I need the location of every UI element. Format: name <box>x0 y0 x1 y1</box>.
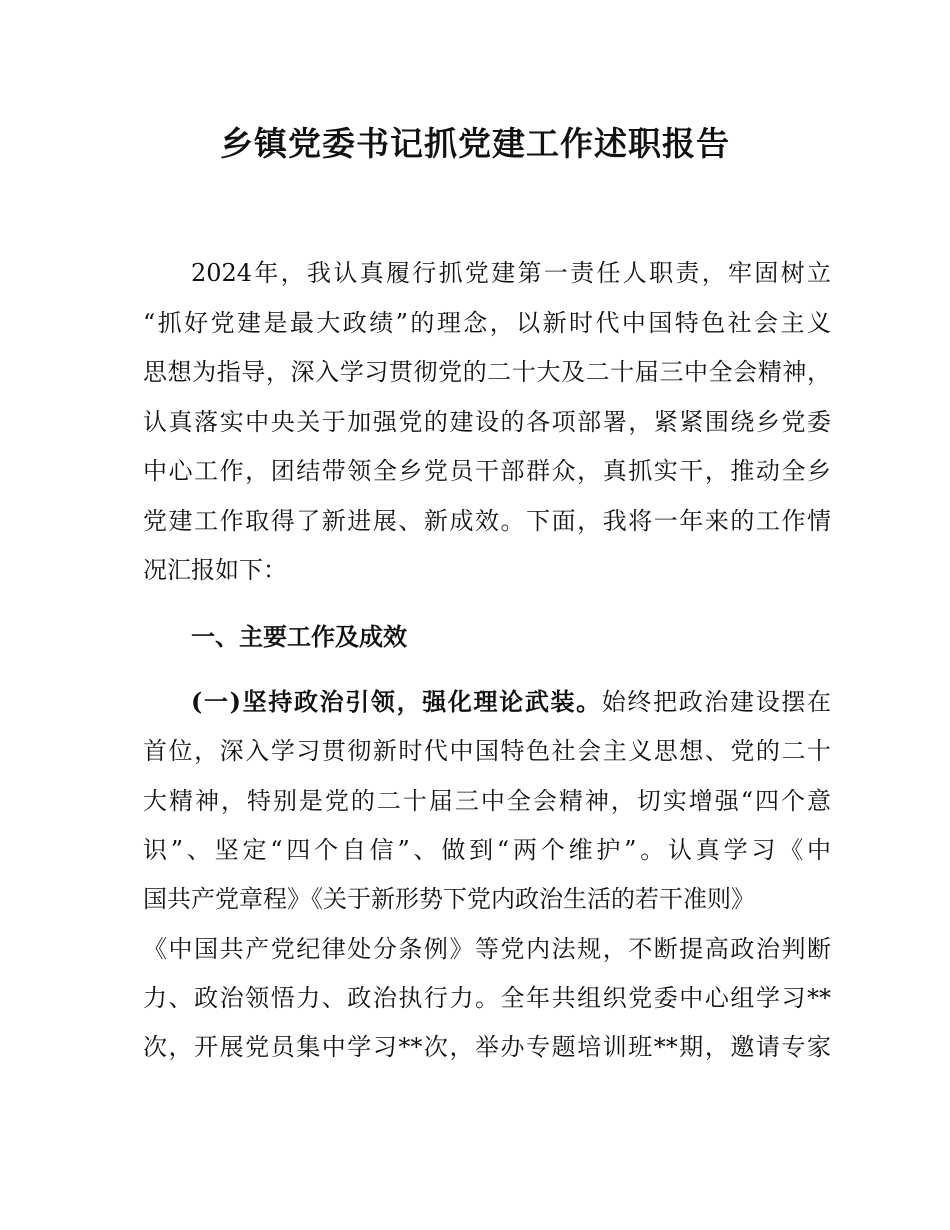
subsection-heading: (一)坚持政治引领，强化理论武装。 <box>191 687 602 716</box>
paragraph-line: 识”、坚定“四个自信”、做到“两个维护”。认真学习《中 <box>143 836 831 864</box>
paragraph-line: 况汇报如下： <box>143 556 287 584</box>
paragraph-line: 次，开展党员集中学习**次，举办专题培训班**期，邀请专家 <box>143 1033 831 1061</box>
subsection-first-line <box>191 687 831 717</box>
paragraph-line: 首位，深入学习贯彻新时代中国特色社会主义思想、党的二十 <box>143 737 831 765</box>
paragraph-text: 始终把政治建设摆在 <box>601 688 831 716</box>
paragraph-line: 大精神，特别是党的二十届三中全会精神，切实增强“四个意 <box>143 787 831 815</box>
document-title: 乡镇党委书记抓党建工作述职报告 <box>220 124 730 163</box>
paragraph-line: 思想为指导，深入学习贯彻党的二十大及二十届三中全会精神， <box>143 358 831 386</box>
paragraph-line: 认真落实中央关于加强党的建设的各项部署，紧紧围绕乡党委 <box>143 408 831 436</box>
paragraph-line: 党建工作取得了新进展、新成效。下面，我将一年来的工作情 <box>143 507 831 535</box>
paragraph-line: 国共产党章程》《关于新形势下党内政治生活的若干准则》 <box>143 885 755 913</box>
paragraph-line: 《中国共产党纪律处分条例》等党内法规，不断提高政治判断 <box>143 935 831 963</box>
section-heading: 一、主要工作及成效 <box>191 622 407 651</box>
paragraph-line: 力、政治领悟力、政治执行力。全年共组织党委中心组学习** <box>143 984 831 1012</box>
paragraph-line: “抓好党建是最大政绩”的理念，以新时代中国特色社会主义 <box>143 309 831 337</box>
paragraph-line: 中心工作，团结带领全乡党员干部群众，真抓实干，推动全乡 <box>143 457 831 485</box>
paragraph-line: 2024年，我认真履行抓党建第一责任人职责，牢固树立 <box>191 259 831 287</box>
